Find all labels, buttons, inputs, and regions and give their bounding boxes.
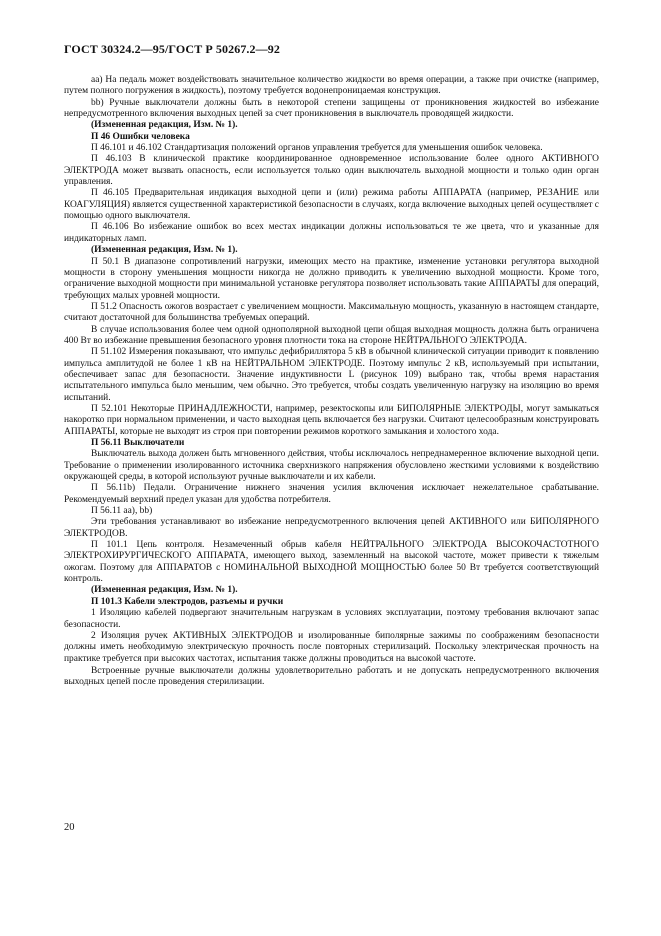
paragraph: П 101.1 Цепь контроля. Незамеченный обрыв кабеля НЕЙТРАЛЬНОГО ЭЛЕКТРОДА ВЫСОКОЧАСТОТНОГО ЭЛЕКТРОХИРУРГИЧЕСКОГО АППАРАТА, имеющего выход, заземленный на высокой частоте, может привести к тяжелым ожогам. Поэтому для АППАРАТОВ с НОМИНАЛЬНОЙ ВЫХОДНОЙ МОЩНОСТЬЮ более 50 Вт требуется соответствующий контроль.: [64, 540, 599, 585]
section-heading: П 46 Ошибки человека: [91, 131, 190, 142]
paragraph: П 46.106 Во избежание ошибок во всех местах индикации должны использоваться те же цвета, что и указанные для индикаторных ламп.: [64, 222, 599, 244]
paragraph: П 51.2 Опасность ожогов возрастает с увеличением мощности. Максимальную мощность, указанную в настоящем стандарте, считают достаточной для большинства требуемых операций.: [64, 301, 599, 324]
paragraph: 1 Изоляцию кабелей подвергают значительным нагрузкам в условиях эксплуатации, поэтому требования включают запас безопасности.: [64, 608, 599, 630]
paragraph: П 56.11b) Педали. Ограничение нижнего значения усилия включения исключает нежелательное срабатывание. Рекомендуемый верхний предел указан для удобства потребителя.: [64, 483, 599, 505]
amendment-note: (Измененная редакция, Изм. № 1).: [91, 120, 238, 131]
section-heading: П 56.11 Выключатели: [91, 438, 185, 448]
paragraph: Встроенные ручные выключатели должны удовлетворительно работать и не допускать непредусмотренного включения выходных цепей после проведения стерилизации.: [64, 665, 599, 688]
document-header: ГОСТ 30324.2—95/ГОСТ Р 50267.2—92: [64, 42, 280, 56]
paragraph: П 52.101 Некоторые ПРИНАДЛЕЖНОСТИ, например, резектоскопы или БИПОЛЯРНЫЕ ЭЛЕКТРОДЫ, могут замыкаться накоротко при нормальном применении, и часто выходная цепь включается без нагрузки. Считают целесообразным конструировать АППАРАТЫ, которые не выходят из строя при повторении режимов короткого замыкания и холостого хода.: [64, 403, 599, 437]
paragraph: аа) На педаль может воздействовать значительное количество жидкости во время операции, а также при очистке (например, путем полного погружения в жидкость), поэтому требуется водонепроницаемая конструкция.: [64, 75, 599, 97]
paragraph: П 46.101 и 46.102 Стандартизация положений органов управления требуется для уменьшения ошибок человека.: [91, 143, 543, 154]
paragraph: П 56.11 аа), bb): [91, 506, 153, 517]
paragraph: П 50.1 В диапазоне сопротивлений нагрузки, имеющих место на практике, изменение установки регулятора выходной мощности в сторону уменьшения мощности никогда не должно приводить к увеличению выходной мощности. Кроме того, ограничение выходной мощности при минимальной установке регулятора позволяет использовать такие АППАРАТЫ для операций, требующих малых уровней мощности.: [64, 256, 599, 301]
paragraph: В случае использования более чем одной однополярной выходной цепи общая выходная мощность должна быть ограничена 400 Вт во избежание превышения безопасного уровня плотности тока на стороне НЕЙТРАЛЬНОГО ЭЛЕКТРОДА.: [64, 324, 599, 346]
page-number: 20: [64, 822, 75, 833]
paragraph: П 51.102 Измерения показывают, что импульс дефибриллятора 5 кВ в обычной клинической ситуации приводит к появлению импульса амплитудой не более 1 кВ на НЕЙТРАЛЬНОМ ЭЛЕКТРОДЕ. Поэтому импульс 2 кВ, используемый при испытании, обеспечивает запас для безопасности. Значение индуктивности L (рисунок 109) выбрано так, чтобы время нарастания испытательного импульса было меньшим, чем обычно. Это требуется, чтобы создать увеличенную нагрузку на изоляцию во время испытаний.: [64, 347, 599, 403]
paragraph: П 46.103 В клинической практике координированное одновременное использование более одного АКТИВНОГО ЭЛЕКТРОДА может вызвать опасность, если используется только один выключатель выходной мощности и только один орган управления.: [64, 154, 599, 188]
amendment-note: (Измененная редакция, Изм. № 1).: [91, 245, 238, 256]
paragraph: П 46.105 Предварительная индикация выходной цепи и (или) режима работы АППАРАТА (например, РЕЗАНИЕ или КОАГУЛЯЦИЯ) является существенной характеристикой безопасности в случаях, когда включение выходных цепей осуществляет с помощью одного выключателя.: [64, 188, 599, 222]
paragraph: Эти требования устанавливают во избежание непредусмотренного включения цепей АКТИВНОГО или БИПОЛЯРНОГО ЭЛЕКТРОДОВ.: [64, 517, 599, 539]
section-heading: П 101.3 Кабели электродов, разъемы и ручки: [91, 596, 284, 607]
document-body: [64, 75, 599, 689]
paragraph: bb) Ручные выключатели должны быть в некоторой степени защищены от проникновения жидкостей во избежание непредусмотренного включения выходных цепей за счет проникновения в выключатель проводящей жидкости.: [64, 97, 599, 120]
paragraph: 2 Изоляция ручек АКТИВНЫХ ЭЛЕКТРОДОВ и изолированные биполярные зажимы по соображениям безопасности должны иметь необходимую электрическую прочность после повторных стерилизаций. Поскольку электрическая прочность на практике требуется при высоких частотах, испытания также должны проводиться на высокой частоте.: [64, 630, 599, 664]
paragraph: Выключатель выхода должен быть мгновенного действия, чтобы исключалось непреднамеренное включение выходной цепи. Требование о применении изолированного источника сверхнизкого напряжения обусловлено жесткими условиями к воздействию окружающей среды, в которой используют ручные выключатели и их кабели.: [64, 449, 599, 483]
amendment-note: (Измененная редакция, Изм. № 1).: [91, 585, 238, 596]
